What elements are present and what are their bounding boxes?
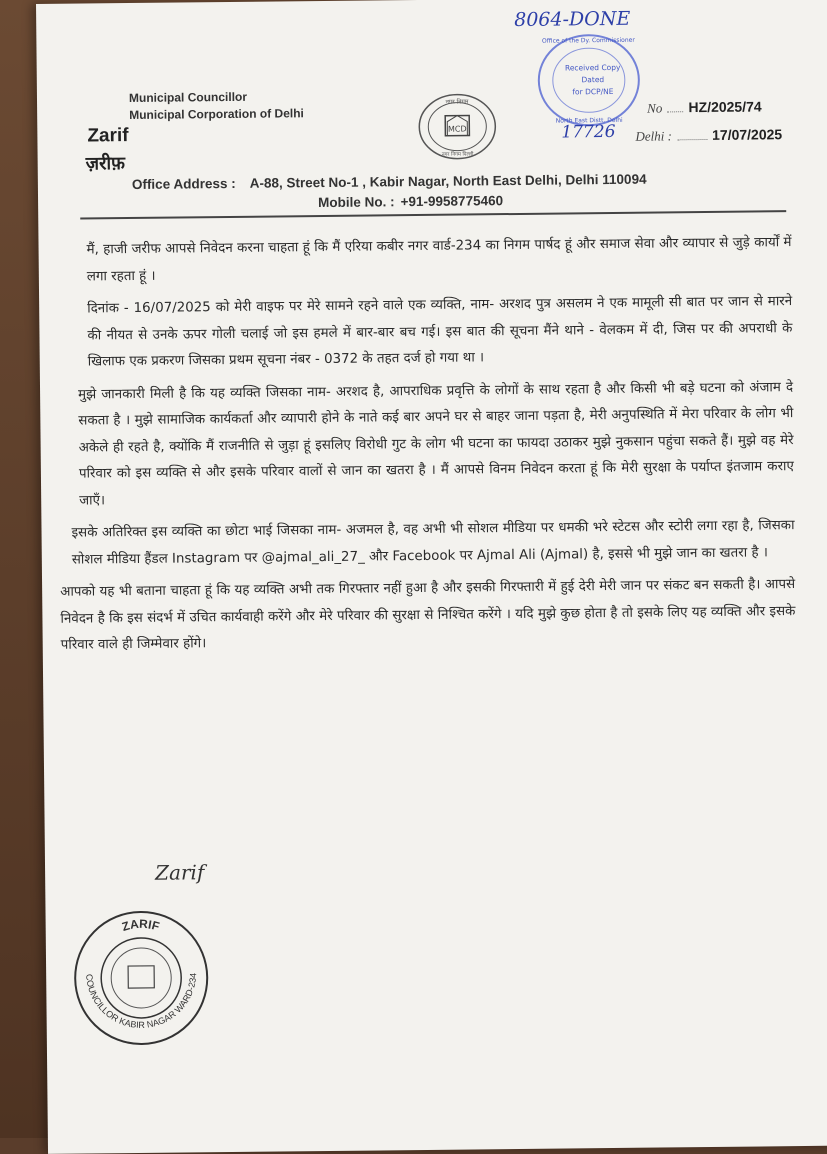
stamp-bottom-text: North East Distt. Delhi bbox=[555, 116, 623, 125]
office-address-row bbox=[132, 172, 647, 192]
letter-page bbox=[36, 0, 827, 1154]
ref-number-label: No bbox=[647, 100, 663, 116]
paragraph-1: मैं, हाजी जरीफ आपसे निवेदन करना चाहता हूं कि मैं एरिया कबीर नगर वार्ड-234 का निगम पार्षद हूं और समाज सेवा और व्यापार से जुड़े कार्यों में लगा रहता हूं । bbox=[86, 235, 792, 284]
date-row bbox=[635, 124, 782, 145]
stamp-line2: Dated bbox=[581, 75, 605, 85]
mcd-emblem-icon bbox=[415, 91, 500, 162]
handwritten-done-note: 8064-DONE bbox=[514, 7, 631, 31]
paragraph-2: दिनांक - 16/07/2025 को मेरी वाइफ पर मेरे सामने रहने वाले एक व्यक्ति, नाम- अरशद पुत्र असलम ने एक मामूली सी बात पर जान से मारने की नीयत से उनके ऊपर गोली चलाई जो इस हमले में बार-बार बच गई। इस बात की सूचना मैंने थाने - वेलकम में दी, जिस पर की अपराधी के खिलाफ एक प्रकरण जिसका प्रथम सूचना नंबर - 0372 के तहत दर्ज हो गया था । bbox=[87, 294, 793, 370]
emblem-bottom-text: नगर निगम दिल्ली bbox=[441, 151, 474, 158]
receipt-stamp-icon bbox=[526, 24, 647, 135]
office-address-label: Office Address : bbox=[131, 175, 236, 193]
signature: Zarif bbox=[154, 860, 205, 885]
mobile-number: +91-9958775460 bbox=[400, 193, 504, 210]
paragraph-3: मुझे जानकारी मिली है कि यह व्यक्ति जिसका नाम- अरशद है, आपराधिक प्रवृत्ति के लोगों के साथ रहता है और किसी भी बड़े घटना को अंजाम दे सकता है । मुझे सामाजिक कार्यकर्ता और व्यापारी होने के नाते कई बार अपने घर से बाहर जाना पड़ता है, मेरी अनुपस्थिति में मेरा परिवार के लोग भी अकेले ही रहते है, क्योंकि मैं राजनीति से जुड़ा हूं इसलिए विरोधी गुट के लोग भी घटना का फायदा उठाकर मुझे नुकसान पहुंचा सकते हैं। मुझे वह मेरे परिवार को इस व्यक्ति से और इसके परिवार वालों से जान का खतरा है । मैं आपसे विनम निवेदन करता हूं कि मेरी सुरक्षा के पर्याप्त इंतजाम कराए जाएँ। bbox=[78, 379, 794, 509]
designation-line2: Municipal Corporation of Delhi bbox=[129, 106, 304, 123]
stamp-line1: Received Copy bbox=[564, 62, 621, 73]
emblem-top-text: नगर निगम bbox=[445, 98, 469, 106]
office-address-value: A-88, Street No-1 , Kabir Nagar, North East Delhi, Delhi 110094 bbox=[249, 171, 647, 191]
name-hindi: ज़रीफ़ bbox=[85, 153, 126, 175]
councillor-seal-icon bbox=[65, 902, 217, 1054]
seal-ring-text: COUNCILLOR KABIR NAGAR WARD-234 bbox=[84, 972, 199, 1030]
paragraph-5: आपको यह भी बताना चाहता हूं कि यह व्यक्ति अभी तक गिरफ्तार नहीं हुआ है और इसकी गिरफ्तारी में हुई देरी मेरी जान पर संकट बन सकती है। आपसे निवेदन है कि इस संदर्भ में उचित कार्यवाही करेंगे और मेरे परिवार की सुरक्षा से निश्चित करेंगे । यदि मुझे कुछ होता है तो इसके लिए यह व्यक्ति और इसके परिवार वाले ही जिम्मेवार होंगे। bbox=[60, 577, 796, 653]
letter-body bbox=[46, 230, 795, 665]
name-english: Zarif bbox=[87, 125, 129, 147]
emblem-center-text: MCD bbox=[447, 124, 467, 134]
date-label: Delhi : bbox=[635, 128, 672, 144]
paragraph-4: इसके अतिरिक्त इस व्यक्ति का छोटा भाई जिसका नाम- अजमल है, वह अभी भी सोशल मीडिया पर धमकी भरे स्टेटस और स्टोरी लगा रहा है, जिसका सोशल मीडिया हैंडल Instagram पर @ajmal_ali_27_ और Facebook पर Ajmal Ali (Ajmal) है, इससे भी मुझे जान का खतरा है । bbox=[71, 518, 795, 568]
mobile-row bbox=[318, 193, 503, 210]
mobile-label: Mobile No. : bbox=[318, 194, 395, 211]
stamp-line3: for DCP/NE bbox=[572, 86, 614, 97]
header-divider bbox=[80, 210, 786, 219]
seal-top-text: ZARIF bbox=[120, 916, 161, 934]
handwritten-receipt-number: 17726 bbox=[561, 121, 616, 143]
designation-line1: Municipal Councillor bbox=[128, 89, 248, 106]
ref-number-row bbox=[647, 96, 762, 116]
stamp-ring-text: Office of the Dy. Commissioner bbox=[541, 36, 635, 45]
date-value: 17/07/2025 bbox=[711, 126, 783, 143]
ref-number-value: HZ/2025/74 bbox=[688, 98, 762, 116]
svg-text:ZARIF bbox=[120, 917, 161, 934]
